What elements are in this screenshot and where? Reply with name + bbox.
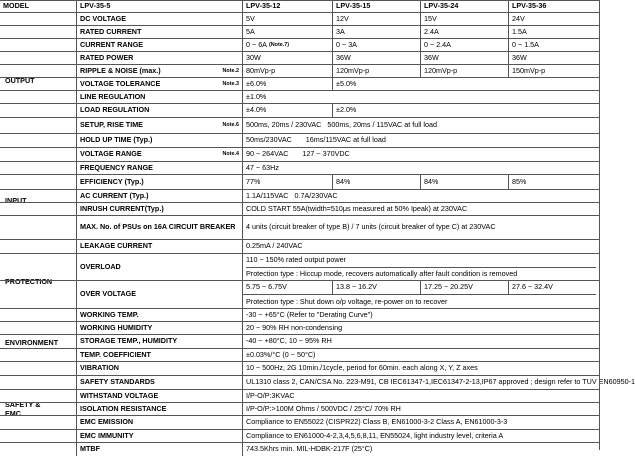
row-setup-rise-time <box>0 118 600 134</box>
value-cell: 30W <box>242 52 332 64</box>
value-cell: 5V <box>242 13 332 25</box>
value-cell: 17.25 ~ 20.25V <box>420 281 508 294</box>
row-leakage-current <box>0 240 600 254</box>
model-col-3: LPV-35-15 <box>332 1 420 12</box>
row-label: AC CURRENT (Typ.) <box>76 190 242 202</box>
note-ref: Note.4 <box>222 151 239 158</box>
value-cell: ±6.0% <box>242 78 332 90</box>
value-cell: 3A <box>332 26 420 38</box>
row-label <box>76 78 242 90</box>
value-cell: 12V <box>332 13 420 25</box>
value-cell: 743.5Khrs min. MIL-HDBK-217F (25°C) <box>242 443 596 456</box>
value-cell: COLD START 55A(twidth=510μs measured at 50% Ipeak) at 230VAC <box>242 203 596 215</box>
row-over-voltage <box>0 281 600 309</box>
row-ac-current <box>0 190 600 203</box>
model-col-2: LPV-35-12 <box>242 1 332 12</box>
value-cell: 85% <box>508 175 596 189</box>
value-cell: -40 ~ +80°C, 10 ~ 95% RH <box>242 335 596 348</box>
row-label: RATED CURRENT <box>76 26 242 38</box>
value-cell: Compliance to EN61000-4-2,3,4,5,6,8,11, EN55024, light industry level, criteria A <box>242 430 596 442</box>
row-frequency-range <box>0 162 600 175</box>
value-cell <box>242 134 596 147</box>
value-cell: ±4.0% <box>242 104 332 117</box>
row-dc-voltage <box>0 13 600 26</box>
row-isolation-resistance <box>0 403 600 416</box>
row-ripple-noise <box>0 65 600 78</box>
row-overload <box>0 254 600 281</box>
label-text: VOLTAGE RANGE <box>80 149 142 159</box>
row-emc-immunity <box>0 430 600 443</box>
value-cell: 5A <box>242 26 332 38</box>
row-working-temp <box>0 309 600 322</box>
value-cell: 0 ~ 2.4A <box>420 39 508 51</box>
row-label: HOLD UP TIME (Typ.) <box>76 134 242 147</box>
value-cell: 0 ~ 1.5A <box>508 39 596 51</box>
row-emc-emission <box>0 416 600 430</box>
row-label: MAX. No. of PSUs on 16A CIRCUIT BREAKER <box>76 216 242 239</box>
note-ref: Note.2 <box>222 67 239 74</box>
row-inrush-current <box>0 203 600 216</box>
label-text: SETUP, RISE TIME <box>80 120 143 130</box>
over-voltage-values <box>242 281 596 295</box>
note-ref: (Note.7) <box>268 41 290 48</box>
row-label <box>76 118 242 133</box>
row-label: FREQUENCY RANGE <box>76 162 242 174</box>
model-col-4: LPV-35-24 <box>420 1 508 12</box>
row-label: WITHSTAND VOLTAGE <box>76 390 242 402</box>
value-text: 50ms/230VAC <box>246 135 292 145</box>
row-voltage-range <box>0 148 600 162</box>
value-cell <box>242 39 332 51</box>
row-load-regulation <box>0 104 600 118</box>
row-label: EFFICIENCY (Typ.) <box>76 175 242 189</box>
row-label: DC VOLTAGE <box>76 13 242 25</box>
value-text: 110 ~ 150% rated output power <box>246 256 596 267</box>
row-mtbf <box>0 443 600 456</box>
row-current-range <box>0 39 600 52</box>
section-environment: ENVIRONMENT <box>0 309 76 376</box>
row-label: EMC EMISSION <box>76 416 242 429</box>
row-label: STORAGE TEMP., HUMIDITY <box>76 335 242 348</box>
value-text: 0.7A/230VAC <box>294 190 338 200</box>
row-label: WORKING HUMIDITY <box>76 322 242 334</box>
value-cell: 15V <box>420 13 508 25</box>
section-safety-emc: SAFETY & EMC <box>0 376 76 443</box>
value-text: Protection type : Hiccup mode, recovers automatically after fault condition is removed <box>246 268 518 278</box>
value-cell: ±5.0% <box>332 78 596 90</box>
value-cell: ±0.03%/°C (0 ~ 50°C) <box>242 349 596 361</box>
value-cell: 36W <box>508 52 596 64</box>
value-text: 500ms, 20ms / 230VAC <box>246 120 322 130</box>
value-cell: Protection type : Shut down o/p voltage, re-power on to recover <box>242 295 596 309</box>
row-efficiency <box>0 175 600 190</box>
value-cell <box>242 254 596 280</box>
value-cell: 47 ~ 63Hz <box>242 162 596 174</box>
value-cell: 1.5A <box>508 26 596 38</box>
value-cell <box>242 118 596 133</box>
value-text: 1.1A/115VAC <box>246 190 289 200</box>
row-withstand-voltage <box>0 390 600 403</box>
note-ref: Note.6 <box>222 122 239 129</box>
value-cell: 36W <box>332 52 420 64</box>
row-label: LINE REGULATION <box>76 91 242 103</box>
value-cell: Compliance to EN55022 (CISPR22) Class B, EN61000-3-2 Class A, EN61000-3-3 <box>242 416 596 429</box>
row-safety-standards <box>0 376 635 390</box>
row-label: WORKING TEMP. <box>76 309 242 321</box>
value-cell: 24V <box>508 13 596 25</box>
section-protection: PROTECTION <box>0 254 76 309</box>
row-working-humidity <box>0 322 600 335</box>
value-cell: 27.6 ~ 32.4V <box>508 281 596 294</box>
label-text: VOLTAGE TOLERANCE <box>80 78 161 88</box>
row-label: CURRENT RANGE <box>76 39 242 51</box>
row-voltage-tolerance <box>0 78 600 91</box>
section-input: INPUT <box>0 148 76 254</box>
row-label <box>76 65 242 77</box>
value-cell: 5.75 ~ 6.75V <box>242 281 332 294</box>
value-cell: 150mVp-p <box>508 65 596 77</box>
value-cell: 13.8 ~ 16.2V <box>332 281 420 294</box>
value-cell: 2.4A <box>420 26 508 38</box>
value-cell: 0.25mA / 240VAC <box>242 240 596 253</box>
row-rated-current <box>0 26 600 39</box>
row-temp-coefficient <box>0 349 600 362</box>
row-label: MTBF <box>76 443 242 456</box>
header-row <box>0 0 600 13</box>
row-label: LOAD REGULATION <box>76 104 242 117</box>
model-header: MODEL <box>3 1 29 11</box>
value-cell: 36W <box>420 52 508 64</box>
row-label: OVERLOAD <box>76 254 242 280</box>
value-cell: -30 ~ +65°C (Refer to "Derating Curve") <box>242 309 596 321</box>
value-cell: I/P-O/P:>100M Ohms / 500VDC / 25°C/ 70% RH <box>242 403 596 415</box>
value-text: 500ms, 20ms / 115VAC at full load <box>327 120 437 130</box>
row-label: LEAKAGE CURRENT <box>76 240 242 253</box>
value-cell: 20 ~ 90% RH non-condensing <box>242 322 596 334</box>
value-cell: 4 units (circuit breaker of type B) / 7 units (circuit breaker of type C) at 230VAC <box>242 216 596 239</box>
value-cell: 80mVp-p <box>242 65 332 77</box>
row-rated-power <box>0 52 600 65</box>
value-text: 16ms/115VAC at full load <box>305 135 386 145</box>
row-label: SAFETY STANDARDS <box>76 376 242 389</box>
note-ref: Note.3 <box>222 80 239 87</box>
value-cell: 120mVp-p <box>420 65 508 77</box>
row-storage <box>0 335 600 349</box>
row-label: ISOLATION RESISTANCE <box>76 403 242 415</box>
row-label: INRUSH CURRENT(Typ.) <box>76 203 242 215</box>
row-label: EMC IMMUNITY <box>76 430 242 442</box>
row-max-psu <box>0 216 600 240</box>
value-cell <box>242 190 596 202</box>
value-cell: I/P-O/P:3KVAC <box>242 390 596 402</box>
label-text: RIPPLE & NOISE (max.) <box>80 65 161 75</box>
value-cell: ±2.0% <box>332 104 596 117</box>
row-label: OVER VOLTAGE <box>76 281 242 308</box>
row-vibration <box>0 362 600 376</box>
row-label <box>76 148 242 161</box>
value-cell: UL1310 class 2, CAN/CSA No. 223-M91, CB IEC61347-1,IEC61347-2-13,IP67 approved ; design refer to TUV EN60950-1 <box>242 376 596 389</box>
value-cell: 77% <box>242 175 332 189</box>
value-text: 127 ~ 370VDC <box>302 149 350 159</box>
row-label: TEMP. COEFFICIENT <box>76 349 242 361</box>
value-cell: 84% <box>420 175 508 189</box>
row-label: VIBRATION <box>76 362 242 375</box>
value-cell: 10 ~ 500Hz, 2G 10min./1cycle, period for 60min. each along X, Y, Z axes <box>242 362 596 375</box>
model-col-1: LPV-35-5 <box>76 1 242 12</box>
value-cell: 84% <box>332 175 420 189</box>
value-cell: 0 ~ 3A <box>332 39 420 51</box>
value-text: 90 ~ 264VAC <box>246 149 289 159</box>
section-output: OUTPUT <box>0 13 76 148</box>
value-cell: ±1.0% <box>242 91 596 103</box>
value-cell <box>242 148 596 161</box>
model-col-5: LPV-35-36 <box>508 1 600 12</box>
value-text: 0 ~ 6A <box>246 39 267 49</box>
row-hold-up-time <box>0 134 600 148</box>
row-line-regulation <box>0 91 600 104</box>
row-label: RATED POWER <box>76 52 242 64</box>
value-cell: 120mVp-p <box>332 65 420 77</box>
